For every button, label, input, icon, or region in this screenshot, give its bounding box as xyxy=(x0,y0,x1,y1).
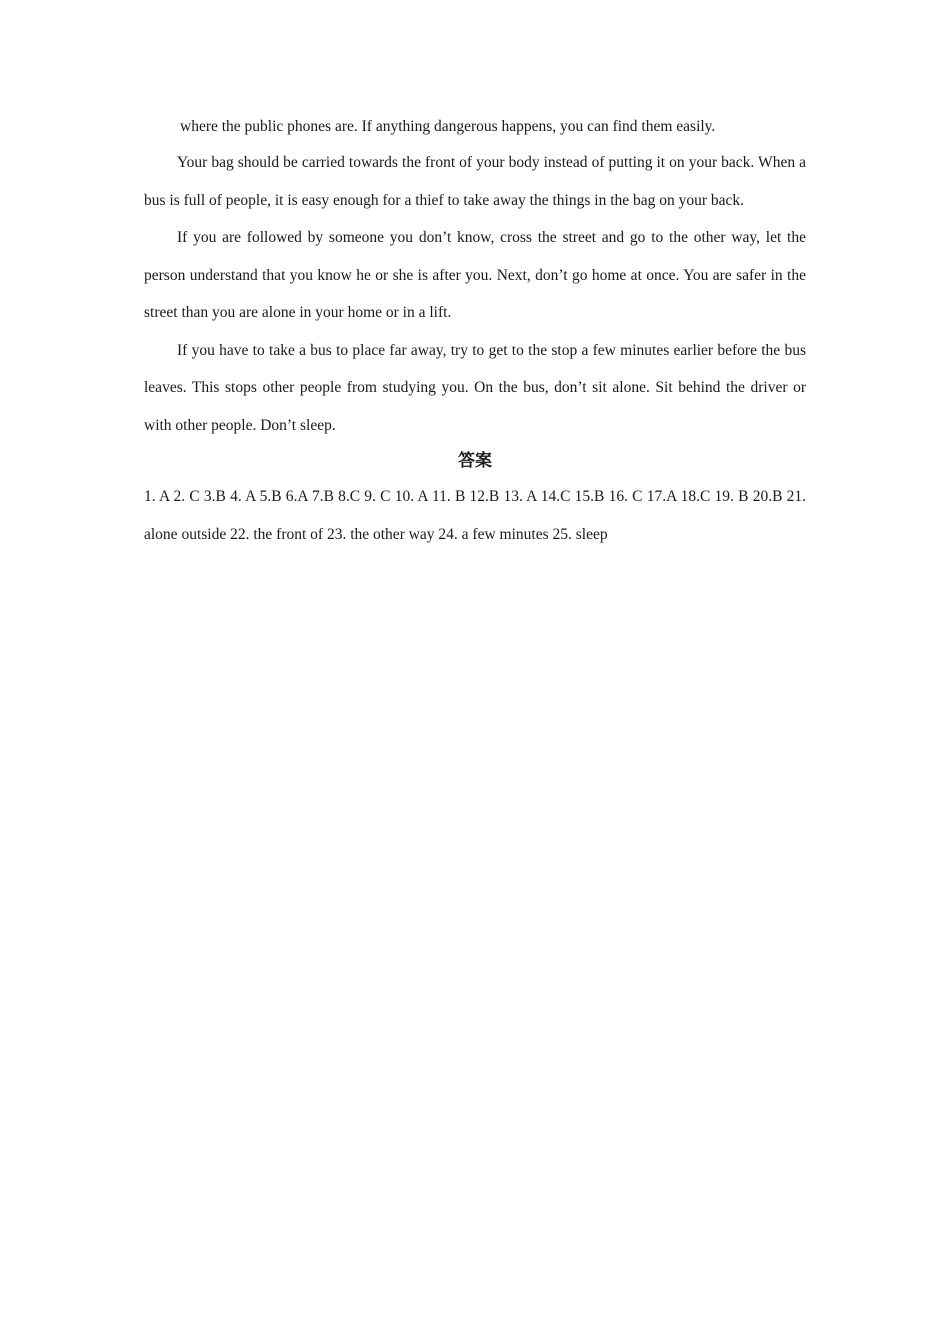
answer-heading: 答案 xyxy=(458,451,492,471)
paragraph-continuation: where the public phones are. If anything dangerous happens, you can find them easily. xyxy=(180,118,716,135)
paragraph-bag-safety: Your bag should be carried towards the front of your body instead of putting it on your back. When a bus is full of people, it is easy enough for a thief to take away the things in the bag on your back. xyxy=(144,154,806,209)
document-page xyxy=(144,112,806,554)
paragraph-followed: If you are followed by someone you don’t know, cross the street and go to the other way, let the person understand that you know he or she is after you. Next, don’t go home at once. You are safer in the street than you are alone in your home or in a lift. xyxy=(144,229,806,321)
answer-key: 1. A 2. C 3.B 4. A 5.B 6.A 7.B 8.C 9. C 10. A 11. B 12.B 13. A 14.C 15.B 16. C 17.A 18.C 19. B 20.B 21. alone outside 22. the front of 23. the other way 24. a few minutes 25. sleep xyxy=(144,488,806,543)
paragraph-bus-safety: If you have to take a bus to place far away, try to get to the stop a few minutes earlier before the bus leaves. This stops other people from studying you. On the bus, don’t sit alone. Sit behind the driver or with other people. Don’t sleep. xyxy=(144,341,806,434)
